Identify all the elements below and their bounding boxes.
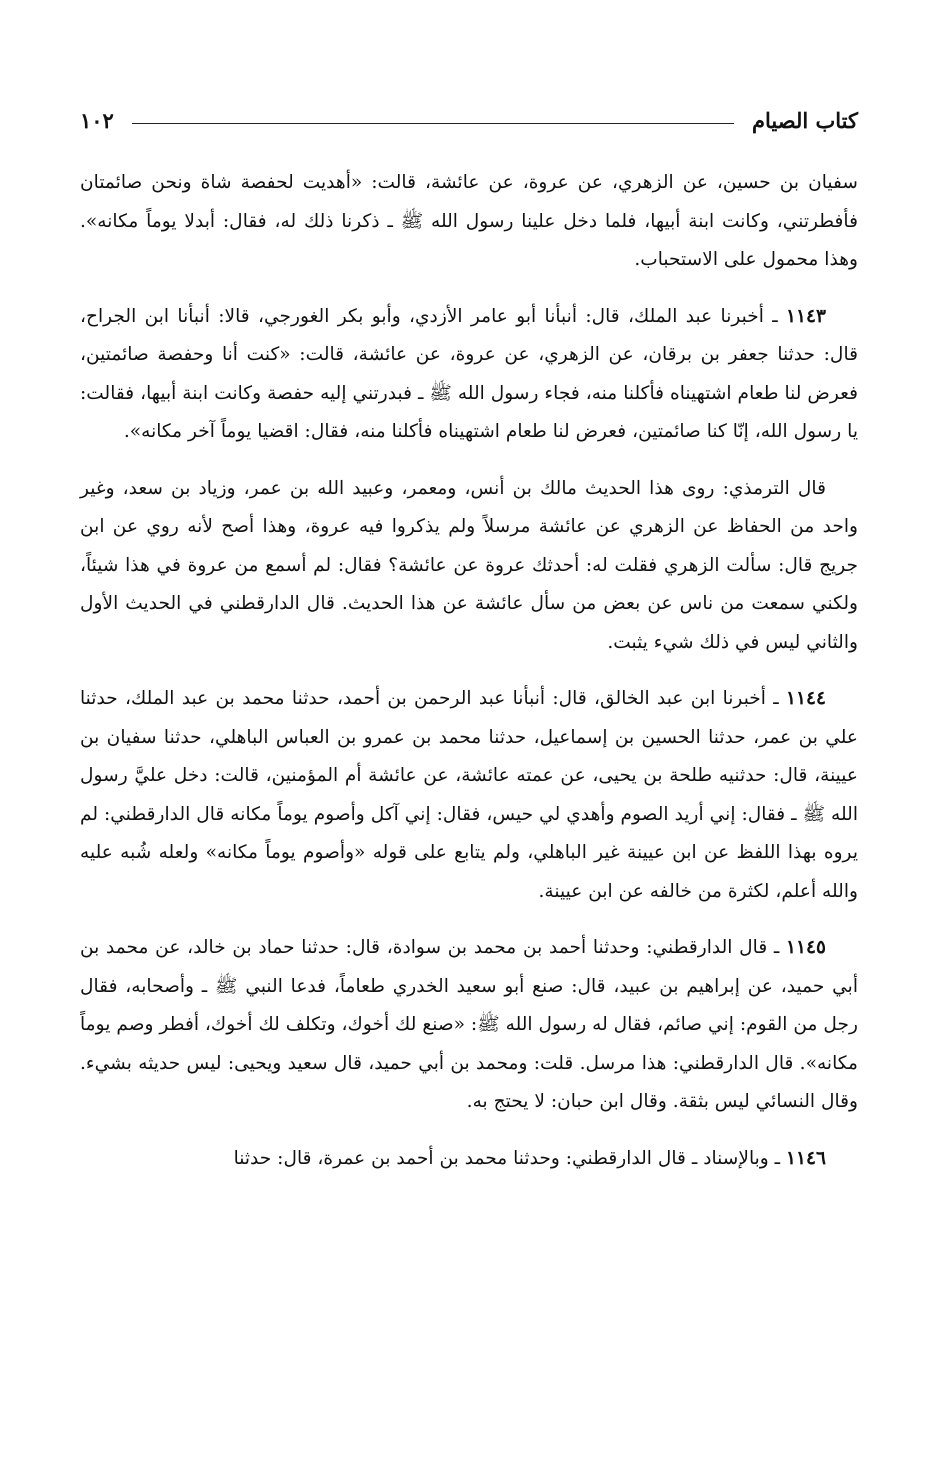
paragraph-text: ـ أخبرنا ابن عبد الخالق، قال: أنبأنا عبد الرحمن بن أحمد، حدثنا محمد بن عبد الملك، حدثنا علي بن عمر، حدثنا الحسين بن إسماعيل، حدثنا محمد بن عمرو بن العباس الباهلي، حدثنا سفيان بن عيينة، قال: حدثنيه طلحة بن يحيى، عن عمته عائشة، عن عائشة أم المؤمنين، قالت: دخل عليَّ رسول الله ﷺ ـ فقال: إني أريد الصوم وأهدي لي حيس، فقال: إني آكل وأصوم يوماً مكانه قال الدارقطني: لم يروه بهذا اللفظ عن ابن عيينة غير الباهلي، ولم يتابع على قوله «وأصوم يوماً مكانه» ولعله شُبه عليه والله أعلم، لكثرة من خالفه عن ابن عيينة. (80, 688, 858, 902)
paragraph-text: ـ قال الدارقطني: وحدثنا أحمد بن محمد بن سوادة، قال: حدثنا حماد بن خالد، عن محمد بن أبي حميد، عن إبراهيم بن عبيد، قال: صنع أبو سعيد الخدري طعاماً، فدعا النبي ﷺ ـ وأصحابه، فقال رجل من القوم: إني صائم، فقال له رسول الله ﷺ: «صنع لك أخوك، وتكلف لك أخوك، أفطر وصم يوماً مكانه». قال الدارقطني: هذا مرسل. قلت: ومحمد بن أبي حميد، قال سعيد ويحيى: ليس حديثه بشيء. وقال النسائي ليس بثقة. وقال ابن حبان: لا يحتج به. (80, 937, 858, 1112)
hadith-number: ١١٤٤ (786, 688, 826, 709)
hadith-number: ١١٤٥ (786, 937, 826, 958)
hadith-number: ١١٤٦ (786, 1147, 826, 1169)
paragraph-text: قال الترمذي: روى هذا الحديث مالك بن أنس، ومعمر، وعبيد الله بن عمر، وزياد بن سعد، وغير واحد من الحفاظ عن الزهري عن عائشة مرسلاً ولم يذكروا فيه عروة، وهذا أصح لأنه روي عن ابن جريج قال: سألت الزهري فقلت له: أحدثك عروة عن عائشة؟ فقال: لم أسمع من عروة في هذا شيئاً، ولكني سمعت من ناس عن بعض من سأل عائشة عن هذا الحديث. قال الدارقطني في الحديث الأول والثاني ليس في ذلك شيء يثبت. (80, 477, 858, 653)
hadith-1146 (80, 1140, 858, 1179)
page-number: ١٠٢ (80, 107, 114, 133)
header-rule (132, 123, 734, 124)
hadith-1144 (80, 680, 858, 911)
hadith-number: ١١٤٣ (786, 305, 826, 327)
hadith-1145 (80, 929, 858, 1122)
chapter-title: كتاب الصيام (752, 107, 858, 133)
hadith-1143 (80, 298, 858, 452)
running-header (80, 100, 858, 140)
paragraph-continuation (80, 164, 858, 280)
paragraph-text: سفيان بن حسين، عن الزهري، عن عروة، عن عائشة، قالت: «أهديت لحفصة شاة ونحن صائمتان فأفطرتني، وكانت ابنة أبيها، فلما دخل علينا رسول الله ﷺ ـ ذكرنا ذلك له، فقال: أبدلا يوماً مكانه». وهذا محمول على الاستحباب. (80, 172, 858, 270)
book-page (80, 100, 858, 1178)
paragraph-text: ـ وبالإسناد ـ قال الدارقطني: وحدثنا محمد بن أحمد بن عمرة، قال: حدثنا (233, 1147, 781, 1169)
tirmidhi-commentary (80, 470, 858, 663)
paragraph-text: ـ أخبرنا عبد الملك، قال: أنبأنا أبو عامر الأزدي، وأبو بكر الغورجي، قالا: أنبأنا ابن الجراح، قال: حدثنا جعفر بن برقان، عن الزهري، عن عروة، عن عائشة، قالت: «كنت أنا وحفصة صائمتين، فعرض لنا طعام اشتهيناه فأكلنا منه، فجاء رسول الله ﷺ ـ فبدرتني إليه حفصة وكانت ابنة أبيها، فقالت: يا رسول الله، إنّا كنا صائمتين، فعرض لنا طعام اشتهيناه فأكلنا منه، فقال: اقضيا يوماً آخر مكانه». (80, 305, 858, 442)
